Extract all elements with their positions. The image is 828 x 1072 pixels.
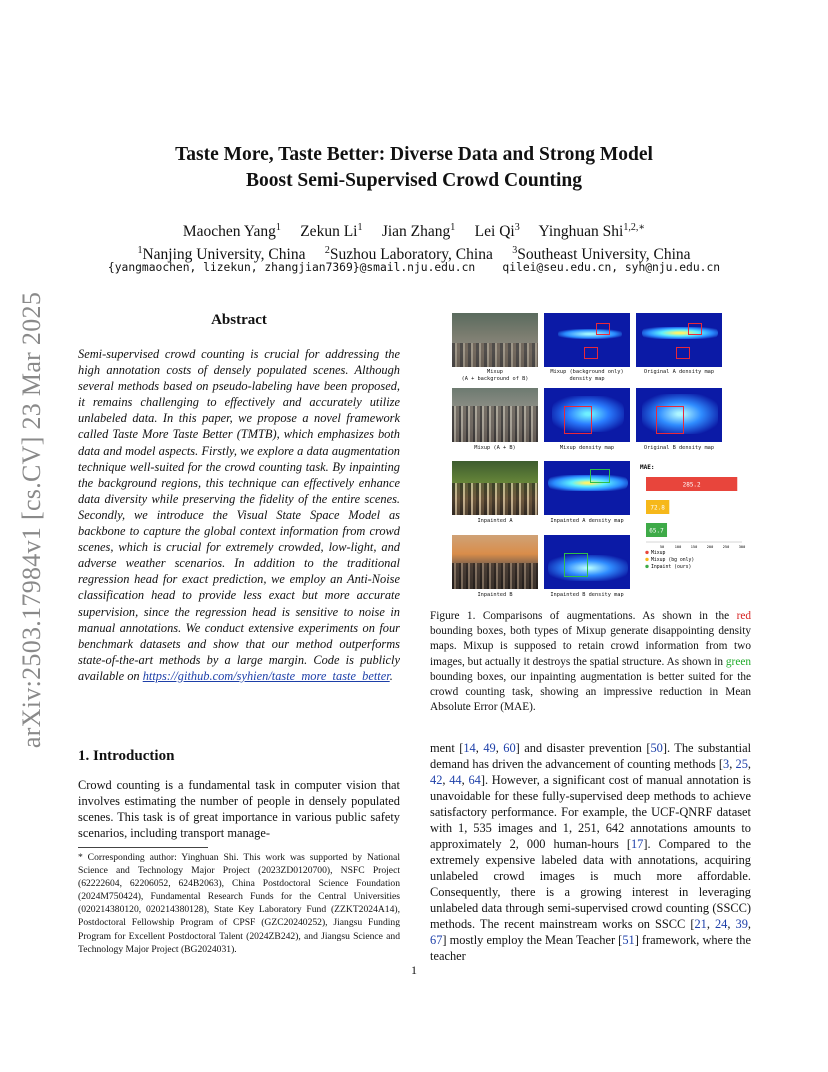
mae-legend-label: Inpaint (ours) [651, 565, 692, 570]
mae-tick-label: 200 [706, 545, 714, 549]
introduction-paragraph: Crowd counting is a fundamental task in computer vision that involves estimating the number of people in densely populated scenes. This task is of great importance in various public safety scenarios, including transport manage- [78, 778, 400, 840]
citation-link[interactable]: 51 [622, 933, 635, 947]
mae-legend-swatch [645, 551, 648, 554]
paper-title [100, 142, 728, 194]
body-text: , [727, 917, 736, 931]
citation-link[interactable]: 14 [463, 741, 476, 755]
mae-chart-title: MAE: [640, 464, 655, 471]
inpainted-b-photo [452, 535, 538, 589]
page-number: 1 [411, 963, 417, 977]
body-text: , [747, 757, 751, 771]
author-list [80, 218, 748, 241]
label-mixup-density: Mixup density map [559, 445, 615, 451]
mae-bar-label: 65.7 [649, 527, 664, 535]
body-text: ment [ [430, 741, 464, 755]
body-text: , [442, 773, 450, 787]
body-text: ]. Compared to the extremely expensive labeled data with annotations, acquiring unlabeled crowd images is much more affordable. Consequently, there is a growing interest in leveraging unlabeled data through semi-supervised crowd counting (SSCC) methods. The recent mainstream works on SSCC [ [430, 837, 751, 931]
citation-link[interactable]: 64 [468, 773, 481, 787]
title-line-1: Taste More, Taste Better: Diverse Data and Strong Model [175, 144, 653, 165]
abstract-heading: Abstract [211, 312, 267, 328]
citation-link[interactable]: 24 [714, 917, 728, 931]
mae-tick-label: 250 [722, 545, 730, 549]
mae-tick-label: 50 [659, 545, 665, 549]
introduction-paragraph-continued [430, 740, 751, 964]
body-text: , [495, 741, 504, 755]
label-inpainted-b-density: Inpainted B density map [550, 592, 624, 598]
author: Yinghuan Shi$^{1,2,∗}$ [538, 222, 646, 241]
mixup-bg-density-map [544, 313, 630, 367]
citation-link[interactable]: 25 [735, 757, 748, 771]
body-text: , [729, 757, 736, 771]
author: Lei Qi$^3$ [474, 222, 520, 241]
citation-link[interactable]: 50 [650, 741, 663, 755]
label-inpainted-a-density: Inpainted A density map [550, 518, 624, 524]
citation-link[interactable]: 3 [723, 757, 730, 771]
citation-link[interactable]: 17 [630, 837, 644, 851]
citation-link[interactable]: 42 [430, 773, 443, 787]
code-link[interactable]: https://github.com/syhien/taste_more_taste_better [142, 668, 390, 683]
author: Maochen Yang$^1$ [182, 222, 281, 241]
body-text: , [747, 917, 751, 931]
section-heading-introduction: 1. Introduction [78, 748, 175, 764]
inpainted-a-photo [452, 461, 538, 515]
label-mixup-ab: Mixup (A + B) [474, 445, 516, 451]
label-inpainted-b: Inpainted B [477, 592, 513, 598]
citation-link[interactable]: 60 [503, 741, 516, 755]
mixup-ab-photo [452, 388, 538, 442]
body-text: ] mostly employ the Mean Teacher [ [442, 933, 623, 947]
body-text: ]. However, a significant cost of manual annotation is unavoidable for these fully-supervised deep methods to achieve satisfactory performance. For example, the UCF-QNRF dataset with 1, 535 images and 1, 251, 642 annotations amounts to approximately 2, 000 human-hours [ [430, 773, 751, 851]
inpainted-b-density-map [544, 535, 630, 589]
original-b-density-map [636, 388, 722, 442]
original-a-density-map [636, 313, 722, 367]
mae-legend-swatch [645, 558, 648, 561]
author: Jian Zhang$^1$ [381, 222, 456, 241]
title-line-2: Boost Semi-Supervised Crowd Counting [245, 170, 583, 191]
arxiv-identifier: arXiv:2503.17984v1 [cs.CV] 23 Mar 2025 [17, 291, 46, 749]
figure-1-caption: Figure 1. Comparisons of augmentations. As shown in the red bounding boxes, both types of Mixup generate disappointing density maps. Mixup is supposed to retain crowd information from two images, but actually it destroys the spatial structure. As shown in green bounding boxes, our inpainting augmentation is better suited for the crowd counting task, showing an impressive reduction in Mean Absolute Error (MAE). [430, 610, 751, 714]
label-inpainted-a: Inpainted A [477, 518, 513, 524]
body-text: ] and disaster prevention [ [515, 741, 651, 755]
mae-legend-label: Mixup [651, 551, 666, 556]
body-text: , [461, 773, 469, 787]
mae-tick-label: 300 [738, 545, 746, 549]
body-text: , [706, 917, 715, 931]
affiliation: $^3$Southeast University, China [512, 245, 691, 264]
citation-link[interactable]: 44 [449, 773, 462, 787]
mae-bar-label: 72.8 [650, 504, 665, 512]
mae-bar-label: 285.2 [682, 481, 701, 489]
footnote-rule [78, 847, 208, 848]
citation-link[interactable]: 49 [483, 741, 496, 755]
mae-legend-label: Mixup (bg only) [651, 558, 695, 563]
author-block [80, 218, 748, 264]
mixup-photo [452, 313, 538, 367]
affiliation: $^1$Nanjing University, China [137, 245, 306, 264]
body-text: ]. The substantial demand has driven the advancement of counting methods [ [430, 741, 752, 771]
mixup-density-map [544, 388, 630, 442]
mae-legend-swatch [645, 565, 648, 568]
label-mixup-bg-density: Mixup (background only) density map [550, 369, 624, 382]
mae-bar-chart [638, 461, 750, 579]
citation-link[interactable]: 39 [735, 917, 748, 931]
citation-link[interactable]: 21 [694, 917, 707, 931]
label-mixup-a-bg-b: Mixup (A + background of B) [461, 369, 529, 382]
body-text: , [475, 741, 484, 755]
author: Zekun Li$^1$ [300, 222, 363, 241]
citation-link[interactable]: 67 [430, 933, 443, 947]
inpainted-a-density-map [544, 461, 630, 515]
figure-1 [452, 313, 752, 603]
footnote: * Corresponding author: Yinghuan Shi. This work was supported by National Science and Technology Major Project (2023ZD0120700), NSFC Project (62222604, 62206052, 624B2063), China Postdoctoral Science Foundation (2024M750424), Fundamental Research Funds for the Central Universities (020214380120, 020214380128), State Key Laboratory Fund (ZZKT2024A14), Postdoctoral Fellowship Program of CPSF (GZC20240252), Jiangsu Funding Program for Excellent Postdoctoral Talent (2024ZB242), and Jiangsu Science and Technology Major Project (BG2024031). [78, 852, 400, 955]
author-emails: {yangmaochen, lizekun, zhangjian7369}@smail.nju.edu.cn qilei@seu.edu.cn, syh@nju.edu.cn [107, 261, 721, 274]
affiliation: $^2$Suzhou Laboratory, China [324, 245, 493, 264]
mae-tick-label: 150 [690, 545, 698, 549]
abstract-body: Semi-supervised crowd counting is crucial for addressing the high annotation costs of densely populated scenes. Although several methods based on pseudo-labeling have been proposed, it remains challenging to effectively and accurately utilize unlabeled data. In this paper, we propose a novel framework called Taste More Taste Better (TMTB), which emphasizes both data and model aspects. Firstly, we explore a data augmentation technique well-suited for the crowd counting task. By inpainting the background regions, this technique can effectively enhance data diversity while preserving the fidelity of the entire scenes. Secondly, we introduce the Visual State Space Model as backbone to capture the global context information from crowd scenes, which is crucial for extremely crowded, low-light, and adverse weather scenarios. In addition to the traditional regression head for exact prediction, we employ an Anti-Noise classification head to provide less exact but more accurate supervision, since the regression head is sensitive to noise in manual annotations. We conduct extensive experiments on four benchmark datasets and show that our method outperforms state-of-the-art methods by a large margin. Code is publicly available on https://github.com/syhien/taste_more_taste_better. [78, 347, 400, 683]
label-original-a-density: Original A density map [643, 369, 715, 375]
mae-tick-label: 100 [674, 545, 682, 549]
label-original-b-density: Original B density map [643, 445, 715, 451]
body-text: ] framework, where the teacher [430, 933, 751, 963]
